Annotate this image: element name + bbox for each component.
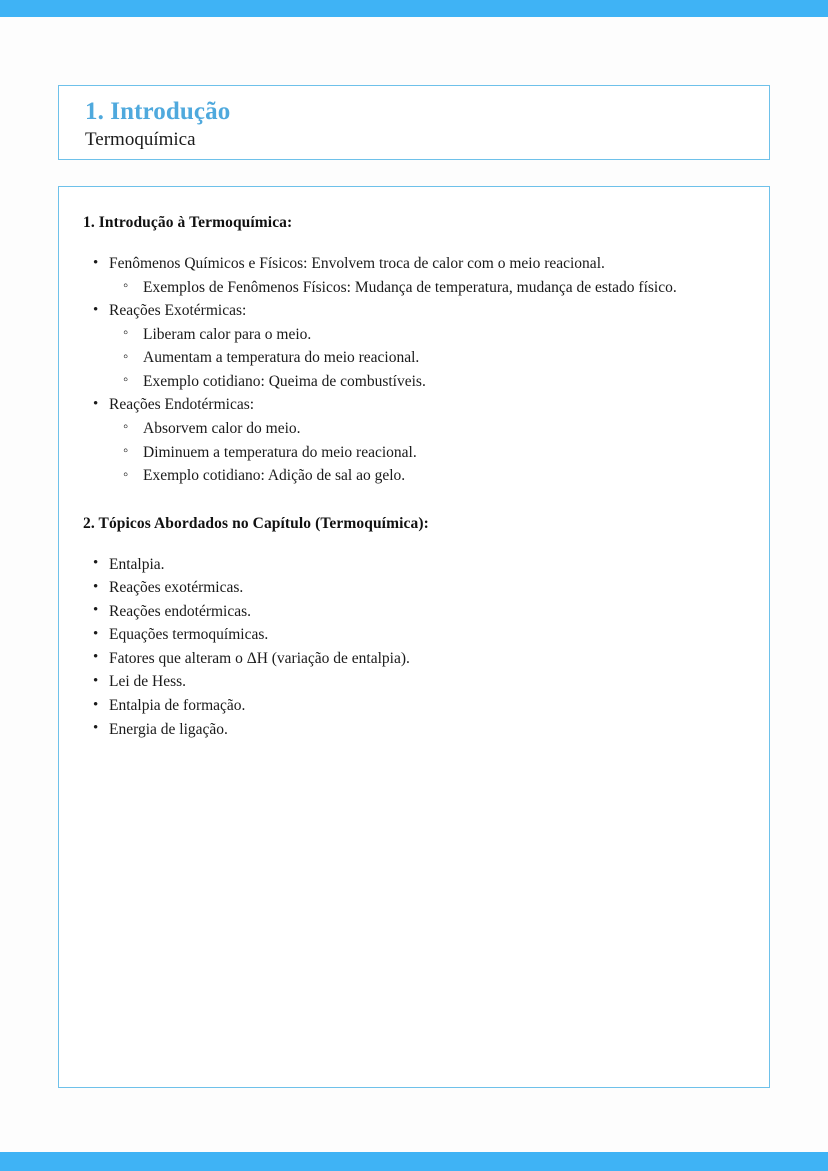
- sub-list-item-text: ◦ Exemplos de Fenômenos Físicos: Mudança de temperatura, mudança de estado físico.: [143, 279, 677, 296]
- list-item: [83, 623, 739, 647]
- list-item: [83, 718, 739, 742]
- bottom-accent-bar: [0, 1152, 828, 1171]
- list-item-text: • Fenômenos Químicos e Físicos: Envolvem troca de calor com o meio reacional.: [109, 255, 605, 272]
- content-section: [83, 514, 739, 742]
- sub-list-item-text: ◦ Aumentam a temperatura do meio reacional.: [143, 349, 419, 366]
- sub-list-item-text: ◦ Exemplo cotidiano: Queima de combustíveis.: [143, 373, 426, 390]
- top-accent-bar: [0, 0, 828, 17]
- list-item: [83, 647, 739, 671]
- list-item: [83, 670, 739, 694]
- sub-list-item-text: ◦ Exemplo cotidiano: Adição de sal ao gelo.: [143, 467, 405, 484]
- sub-list-item: [109, 323, 739, 347]
- section-heading: 2. Tópicos Abordados no Capítulo (Termoquímica):: [83, 514, 429, 532]
- list-item-text: • Reações Exotérmicas:: [109, 302, 246, 319]
- sections-container: [83, 213, 739, 741]
- list-item-text: • Entalpia.: [109, 556, 165, 573]
- list-item: [83, 299, 739, 393]
- sub-bullet-list: [109, 417, 739, 488]
- sub-list-item-text: ◦ Absorvem calor do meio.: [143, 420, 301, 437]
- sub-list-item: [109, 464, 739, 488]
- list-item: [83, 553, 739, 577]
- list-item-text: • Entalpia de formação.: [109, 697, 245, 714]
- sub-list-item: [109, 276, 739, 300]
- bullet-list: [83, 553, 739, 741]
- content-panel: [58, 186, 770, 1088]
- list-item-text: • Reações endotérmicas.: [109, 603, 251, 620]
- list-item-text: • Reações exotérmicas.: [109, 579, 243, 596]
- list-item: [83, 393, 739, 487]
- list-item-text: • Reações Endotérmicas:: [109, 396, 254, 413]
- list-item-text: • Equações termoquímicas.: [109, 626, 268, 643]
- list-item: [83, 600, 739, 624]
- sub-bullet-list: [109, 276, 739, 300]
- list-item: [83, 576, 739, 600]
- sub-list-item: [109, 346, 739, 370]
- sub-bullet-list: [109, 323, 739, 394]
- list-item: [83, 252, 739, 299]
- sub-list-item: [109, 370, 739, 394]
- list-item-text: • Lei de Hess.: [109, 673, 186, 690]
- sub-list-item: [109, 417, 739, 441]
- list-item-text: • Fatores que alteram o ΔH (variação de entalpia).: [109, 650, 410, 667]
- page-subtitle: Termoquímica: [85, 129, 196, 151]
- title-panel: [58, 85, 770, 160]
- bullet-list: [83, 252, 739, 487]
- page-title: 1. Introdução: [85, 98, 231, 125]
- sub-list-item-text: ◦ Liberam calor para o meio.: [143, 326, 311, 343]
- list-item: [83, 694, 739, 718]
- sub-list-item-text: ◦ Diminuem a temperatura do meio reacional.: [143, 444, 417, 461]
- content-section: [83, 213, 739, 488]
- sub-list-item: [109, 441, 739, 465]
- list-item-text: • Energia de ligação.: [109, 721, 228, 738]
- section-heading: 1. Introdução à Termoquímica:: [83, 214, 293, 231]
